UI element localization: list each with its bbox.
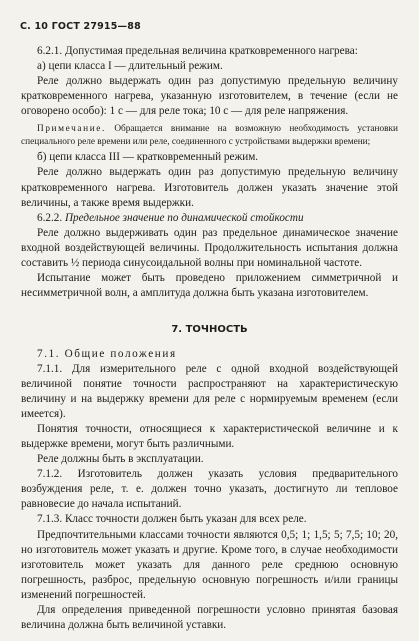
clause-6-2-2-title: Предельное значение по динамической стойкости <box>64 211 304 224</box>
clause-7-1-3-c: Для определения приведенной погрешности условно принятая базовая величина должна быть величиной уставки. <box>21 603 398 631</box>
clause-6-2-2 <box>21 211 398 226</box>
clause-7-1-1-b: Понятия точности, относящиеся к характеристической величине и к выдержке времени, могут быть различными. <box>21 423 398 451</box>
page-body <box>21 44 398 633</box>
clause-7-1-title: 7.1. Общие положения <box>37 347 177 360</box>
clause-7-1 <box>21 347 398 362</box>
clause-6-2-2-text-2: Испытание может быть проведено приложением симметричной и несимметричной волн, а амплитуда должна быть указана изготовителем. <box>21 271 398 299</box>
page-header: С. 10 ГОСТ 27915—88 <box>20 21 141 32</box>
note-label: Примечание. <box>37 124 106 135</box>
note <box>21 123 398 148</box>
clause-7-1-1: 7.1.1. Для измерительного реле с одной входной воздействующей величиной понятие точности распространяют на характеристическую величину и на выдержку времени для реле с нормируемым временем (если имеется). <box>21 362 398 421</box>
clause-6-2-1-a: а) цепи класса I — длительный режим. <box>37 60 223 73</box>
note-text: Обращается внимание на возможную необходимость установки специального реле времени или реле, соединенного с устройствами выдержки времени; <box>21 124 398 147</box>
clause-6-2-1-a-text: Реле должно выдержать один раз допустимую предельную величину кратковременного нагрева, указанную изготовителем, в течение (если не оговорено особо): 1 с — для реле тока; 10 с — для реле напряжения. <box>21 75 398 118</box>
clause-7-1-3: 7.1.3. Класс точности должен быть указан для всех реле. <box>37 513 307 526</box>
clause-6-2-2-number: 6.2.2. <box>37 211 63 224</box>
clause-7-1-3-b: Предпочтительными классами точности являются 0,5; 1; 1,5; 5; 7,5; 10; 20, но изготовитель может указать и другие. Кроме того, в случае необходимости изготовитель может указать для данного реле среднюю основную погрешность, разброс, предельную основную погрешность и/или границы изменений погрешностей. <box>21 528 398 601</box>
clause-6-2-1-b-text: Реле должно выдержать один раз допустимую предельную величину кратковременного нагрева. Изготовитель должен указать значение этой величины, а также время выдержки. <box>21 166 398 209</box>
clause-6-2-2-text: Реле должно выдерживать один раз предельное динамическое значение входной воздействующей величины. Продолжительность испытания должна составить ½ периода синусоидальной волны при номинальной частоте. <box>21 226 398 269</box>
clause-7-1-1-c: Реле должны быть в эксплуатации. <box>37 453 204 466</box>
clause-7-1-2: 7.1.2. Изготовитель должен указать условия предварительного возбуждения реле, т. е. должен точно указать, достигнуто ли тепловое равновесие до начала испытаний. <box>21 468 398 511</box>
clause-6-2-1-b: б) цепи класса III — кратковременный режим. <box>37 151 259 164</box>
clause-6-2-1: 6.2.1. Допустимая предельная величина кратковременного нагрева: <box>37 45 358 57</box>
section-7-title: 7. ТОЧНОСТЬ <box>171 323 248 335</box>
